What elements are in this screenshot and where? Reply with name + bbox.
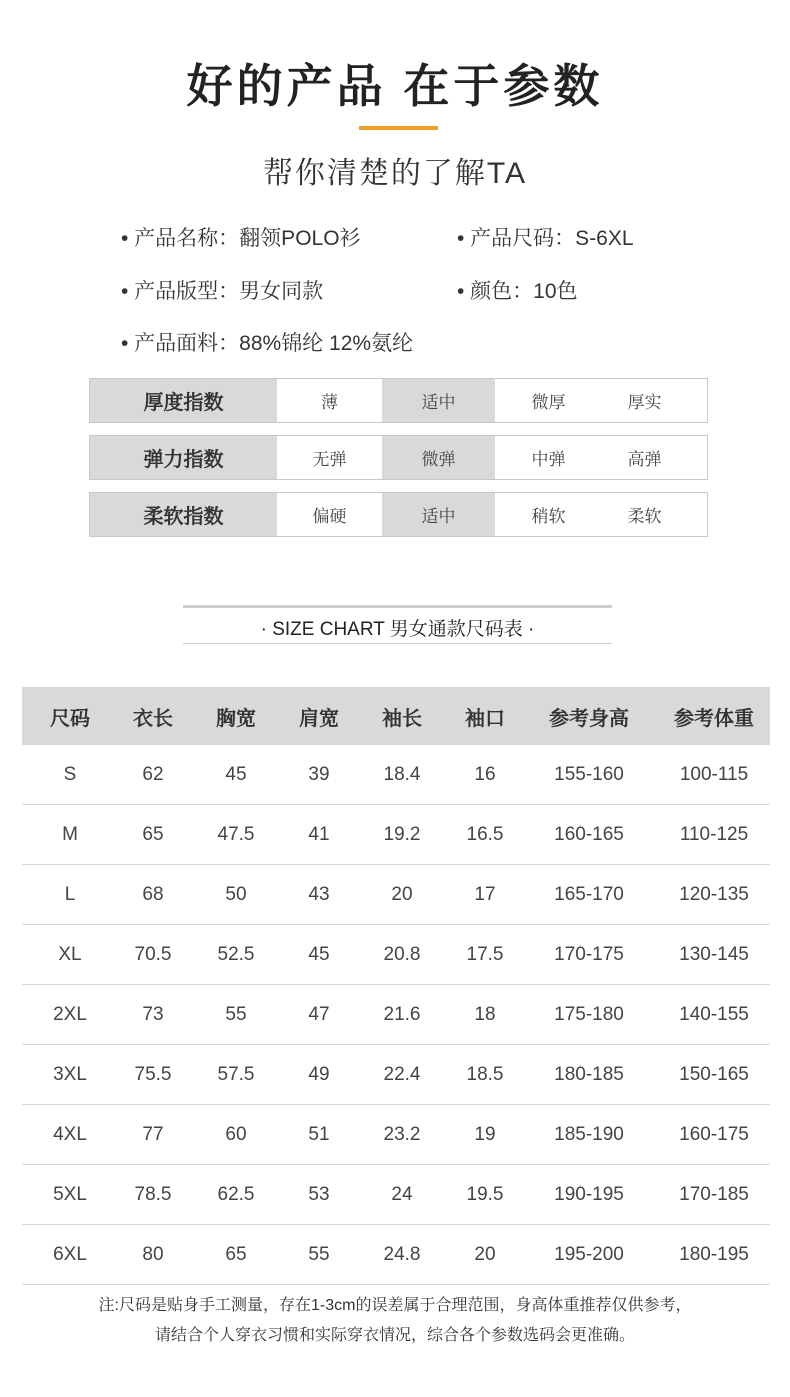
table-cell: 45 xyxy=(225,763,247,785)
spec-product-color: • 颜色：10色 xyxy=(457,280,578,303)
table-cell: 23.2 xyxy=(383,1123,421,1145)
size-chart-title: · SIZE CHART 男女通款尺码表 · xyxy=(260,619,535,640)
table-cell: 18.4 xyxy=(383,763,421,785)
table-cell: 21.6 xyxy=(383,1003,421,1025)
table-cell: 47.5 xyxy=(217,823,255,845)
table-cell: 20 xyxy=(474,1243,496,1265)
table-cell: 62.5 xyxy=(217,1183,255,1205)
index-label: 弹力指数 xyxy=(90,436,277,479)
table-cell: 3XL xyxy=(53,1063,87,1085)
page-subtitle: 帮你清楚的了解TA xyxy=(262,157,528,190)
table-cell: 190-195 xyxy=(554,1183,624,1205)
column-header: 袖长 xyxy=(382,707,422,730)
table-cell: 50 xyxy=(225,883,247,905)
title-accent-bar xyxy=(359,126,438,130)
table-cell: 17.5 xyxy=(466,943,504,965)
table-header-row xyxy=(22,687,770,745)
table-cell: 53 xyxy=(308,1183,330,1205)
measurement-note xyxy=(0,1291,790,1351)
table-cell: 55 xyxy=(225,1003,247,1025)
index-option-selected: 适中 xyxy=(382,379,495,422)
table-cell: 24 xyxy=(391,1183,413,1205)
index-option: 稍软 xyxy=(531,507,566,526)
table-cell: 100-115 xyxy=(679,763,749,785)
table-cell: XL xyxy=(58,943,82,965)
index-option: 中弹 xyxy=(531,450,566,469)
index-row-softness xyxy=(89,492,708,537)
table-cell: 130-145 xyxy=(679,943,749,965)
note-line: 请结合个人穿衣习惯和实际穿衣情况，综合各个参数选码会更准确。 xyxy=(154,1327,635,1344)
index-label: 柔软指数 xyxy=(90,493,277,536)
table-row xyxy=(22,1045,770,1105)
spec-product-size: • 产品尺码：S-6XL xyxy=(457,227,634,250)
divider xyxy=(183,643,612,644)
table-cell: 170-185 xyxy=(679,1183,749,1205)
column-header: 胸宽 xyxy=(216,707,256,730)
table-cell: 19.2 xyxy=(383,823,421,845)
table-cell: 51 xyxy=(308,1123,330,1145)
table-cell: 41 xyxy=(308,823,330,845)
column-header: 袖口 xyxy=(465,707,505,730)
table-cell: 73 xyxy=(142,1003,164,1025)
index-option: 偏硬 xyxy=(312,507,347,526)
table-cell: 16.5 xyxy=(466,823,504,845)
column-header: 衣长 xyxy=(133,707,173,730)
table-cell: S xyxy=(63,763,77,785)
table-cell: 150-165 xyxy=(679,1063,749,1085)
spec-product-name: • 产品名称：翻领POLO衫 xyxy=(121,227,361,250)
table-cell: 160-165 xyxy=(554,823,624,845)
table-row xyxy=(22,805,770,865)
table-cell: 4XL xyxy=(53,1123,87,1145)
table-cell: 75.5 xyxy=(134,1063,172,1085)
table-cell: 175-180 xyxy=(554,1003,624,1025)
index-option-selected: 微弹 xyxy=(382,436,495,479)
table-cell: 20 xyxy=(391,883,413,905)
table-cell: 140-155 xyxy=(679,1003,749,1025)
table-row xyxy=(22,925,770,985)
table-cell: 80 xyxy=(142,1243,164,1265)
index-row-elasticity xyxy=(89,435,708,480)
note-line: 注:尺码是贴身手工测量，存在1-3cm的误差属于合理范围，身高体重推荐仅供参考， xyxy=(98,1297,692,1314)
table-cell: 180-185 xyxy=(554,1063,624,1085)
table-cell: 19.5 xyxy=(466,1183,504,1205)
table-cell: 55 xyxy=(308,1243,330,1265)
table-cell: 160-175 xyxy=(679,1123,749,1145)
index-label: 厚度指数 xyxy=(90,379,277,422)
table-cell: 49 xyxy=(308,1063,330,1085)
table-cell: 110-125 xyxy=(679,823,749,845)
spec-product-fit: • 产品版型：男女同款 xyxy=(121,280,324,303)
table-cell: 195-200 xyxy=(554,1243,624,1265)
table-cell: 45 xyxy=(308,943,330,965)
page-title: 好的产品 在于参数 xyxy=(186,60,604,112)
table-cell: 60 xyxy=(225,1123,247,1145)
table-cell: 68 xyxy=(142,883,164,905)
table-row xyxy=(22,745,770,805)
column-header: 肩宽 xyxy=(299,707,339,730)
index-option: 薄 xyxy=(321,393,338,412)
column-header: 参考身高 xyxy=(549,707,629,730)
table-cell: 78.5 xyxy=(134,1183,172,1205)
table-cell: 2XL xyxy=(53,1003,87,1025)
table-row xyxy=(22,1225,770,1285)
table-row xyxy=(22,1165,770,1225)
table-cell: 170-175 xyxy=(554,943,624,965)
index-option: 无弹 xyxy=(312,450,347,469)
table-cell: L xyxy=(64,883,76,905)
divider xyxy=(183,605,612,608)
index-option-selected: 适中 xyxy=(382,493,495,536)
table-row xyxy=(22,865,770,925)
table-cell: 165-170 xyxy=(554,883,624,905)
index-option: 高弹 xyxy=(627,450,662,469)
table-cell: 62 xyxy=(142,763,164,785)
column-header: 参考体重 xyxy=(674,707,754,730)
table-cell: 20.8 xyxy=(383,943,421,965)
table-cell: 24.8 xyxy=(383,1243,421,1265)
table-cell: 5XL xyxy=(53,1183,87,1205)
table-cell: 17 xyxy=(474,883,496,905)
spec-product-fabric: • 产品面料：88%锦纶 12%氨纶 xyxy=(121,332,414,355)
table-cell: 19 xyxy=(474,1123,496,1145)
table-cell: 43 xyxy=(308,883,330,905)
size-table xyxy=(22,687,770,1285)
index-option: 微厚 xyxy=(531,393,566,412)
table-cell: 185-190 xyxy=(554,1123,624,1145)
index-option: 柔软 xyxy=(627,507,662,526)
index-option: 厚实 xyxy=(627,393,662,412)
table-cell: 65 xyxy=(142,823,164,845)
table-cell: 57.5 xyxy=(217,1063,255,1085)
table-cell: 16 xyxy=(474,763,496,785)
table-cell: 155-160 xyxy=(554,763,624,785)
table-row xyxy=(22,985,770,1045)
table-cell: 18 xyxy=(474,1003,496,1025)
table-cell: 52.5 xyxy=(217,943,255,965)
index-row-thickness xyxy=(89,378,708,423)
table-cell: 22.4 xyxy=(383,1063,421,1085)
table-row xyxy=(22,1105,770,1165)
table-cell: 70.5 xyxy=(134,943,172,965)
table-cell: 120-135 xyxy=(679,883,749,905)
table-cell: 39 xyxy=(308,763,330,785)
table-cell: 6XL xyxy=(53,1243,87,1265)
table-cell: 180-195 xyxy=(679,1243,749,1265)
table-cell: 47 xyxy=(308,1003,330,1025)
table-cell: 18.5 xyxy=(466,1063,504,1085)
table-cell: 65 xyxy=(225,1243,247,1265)
column-header: 尺码 xyxy=(50,707,90,730)
table-cell: M xyxy=(62,823,78,845)
table-cell: 77 xyxy=(142,1123,164,1145)
